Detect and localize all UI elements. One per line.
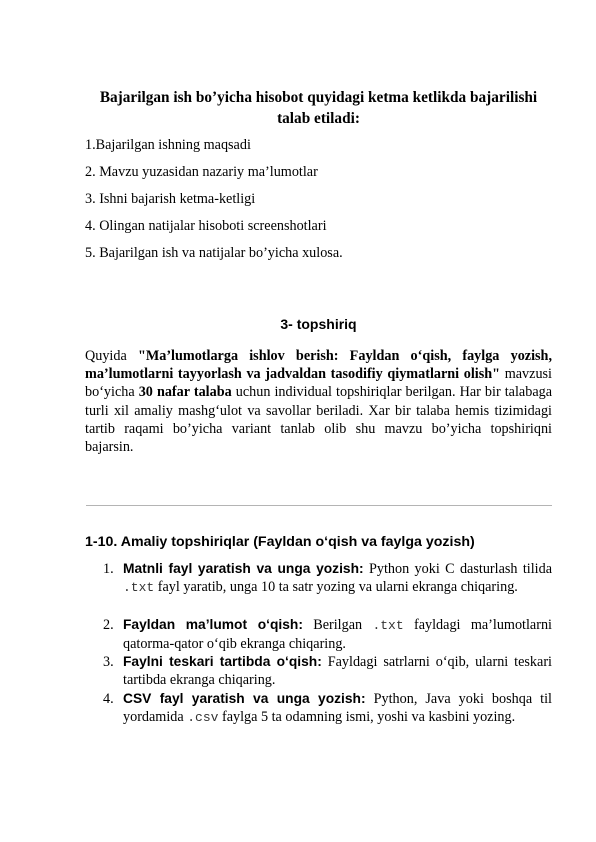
task-heading: Matnli fayl yaratish va unga yozish:	[123, 561, 364, 576]
task-text: Python, Java yoki boshqa til yordamida	[123, 691, 552, 725]
task-number: 1.	[103, 561, 114, 577]
task-number: 4.	[103, 691, 114, 707]
task-item	[103, 653, 552, 689]
section-title: 1-10. Amaliy topshiriqlar (Fayldan o‘qish va faylga yozish)	[85, 534, 475, 550]
task-text: fayl yaratib, unga 10 ta satr yozing va ularni ekranga chiqaring.	[154, 579, 518, 595]
task-heading: Faylni teskari tartibda o‘qish:	[123, 654, 322, 669]
intro-rest: uchun individual topshiriqlar berilgan. Har bir talabaga turli xil amaliy mashg‘ulot va savollar beriladi. Xar bir talaba hemis tizimidagi tartib raqami bo’yicha variant tanlab olib shu mavzu bo’yicha topshiriqni bajarsin.	[85, 384, 553, 456]
task-text: fayldagi ma’lumotlarni qatorma-qator o‘qib ekranga chiqaring.	[123, 617, 552, 652]
file-extension: .txt	[372, 618, 404, 633]
task-text: Python yoki C dasturlash tilida	[363, 561, 553, 577]
task-number: 2.	[103, 617, 114, 633]
task-intro-paragraph	[85, 347, 552, 456]
task-item	[103, 616, 552, 653]
intro-prefix: Quyida	[85, 348, 138, 364]
task-heading: Fayldan ma’lumot o‘qish:	[123, 617, 303, 632]
task-heading: CSV fayl yaratish va unga yozish:	[123, 691, 366, 706]
intro-after-topic: mavzusi bo‘yicha	[85, 366, 552, 401]
report-heading: Bajarilgan ish bo’yicha hisobot quyidagi ketma ketlikda bajarilishi talab etiladi:	[99, 89, 538, 127]
topic-text: "Ma’lumotlarga ishlov berish: Fayldan o‘qish, faylga yozish, ma’lumotlarni tayyorlash va jadvaldan tasodifiy qiymatlarni olish"	[85, 348, 552, 383]
task-text: Fayldagi satrlarni o‘qib, ularni teskari tartibda ekranga chiqaring.	[123, 654, 552, 688]
report-item: 5. Bajarilgan ish va natijalar bo’yicha xulosa.	[85, 245, 343, 261]
divider	[86, 505, 552, 506]
task-text: Berilgan	[302, 617, 373, 633]
task-item	[103, 690, 552, 727]
report-item: 2. Mavzu yuzasidan nazariy ma’lumotlar	[85, 164, 318, 180]
file-extension: .csv	[187, 710, 219, 725]
task-number: 3.	[103, 654, 114, 670]
report-item: 4. Olingan natijalar hisoboti screenshotlari	[85, 218, 327, 234]
student-count: 30 nafar talaba	[138, 384, 232, 401]
report-item: 3. Ishni bajarish ketma-ketligi	[85, 191, 256, 207]
report-item: 1.Bajarilgan ishning maqsadi	[85, 137, 251, 153]
file-extension: .txt	[123, 580, 155, 595]
task-text: faylga 5 ta odamning ismi, yoshi va kasbini yozing.	[218, 709, 516, 725]
task-title: 3- topshiriq	[280, 316, 357, 332]
task-item	[103, 560, 552, 597]
